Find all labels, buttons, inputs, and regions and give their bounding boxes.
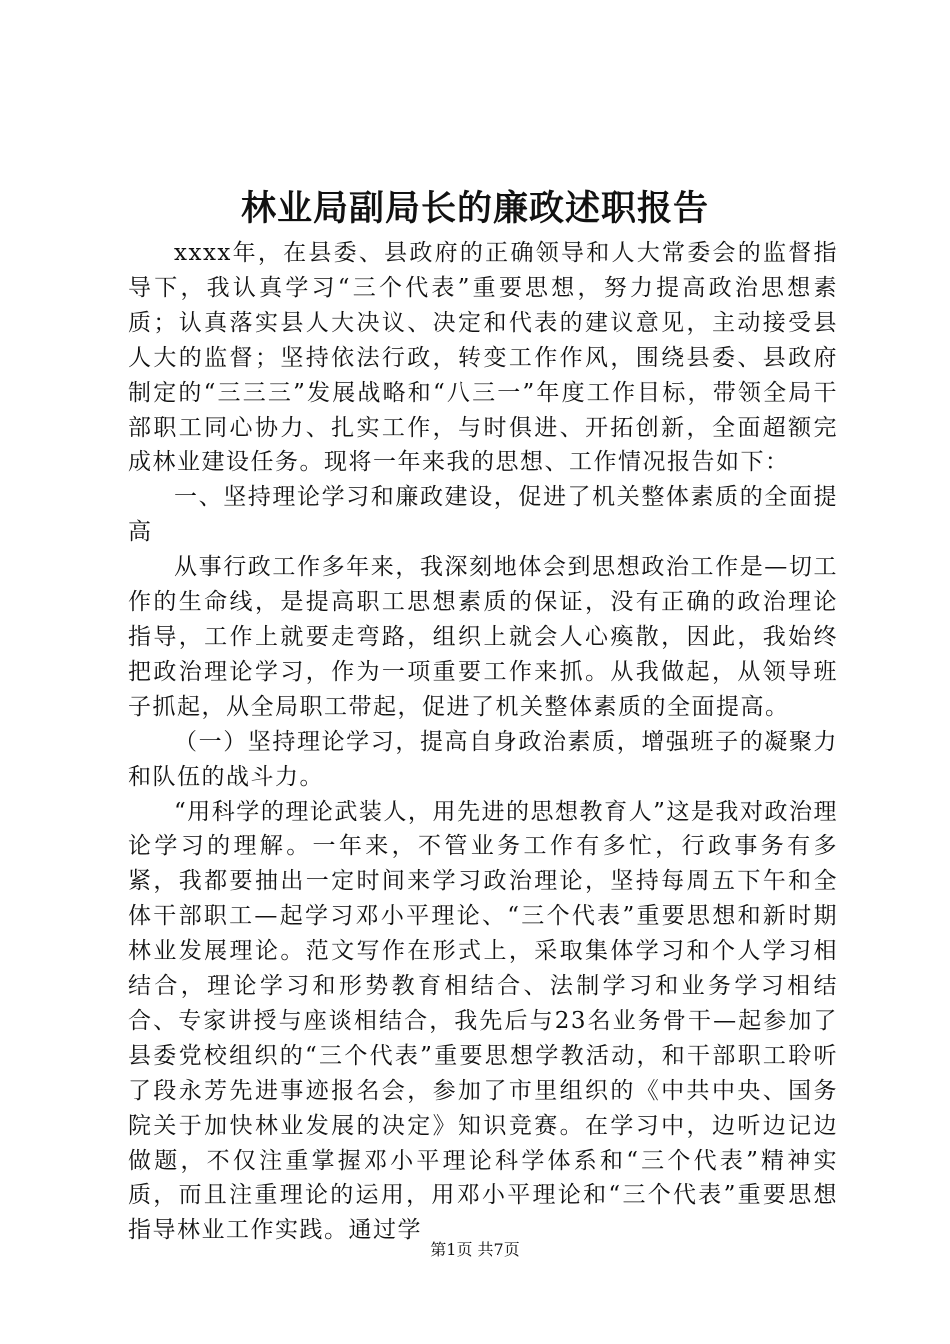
subsection-heading-1: （一）坚持理论学习，提高自身政治素质，增强班子的凝聚力和队伍的战斗力。 — [128, 728, 838, 790]
paragraph-section-1: 从事行政工作多年来，我深刻地体会到思想政治工作是—切工作的生命线，是提高职工思想素质的保证，没有正确的政治理论指导，工作上就要走弯路，组织上就会人心瘓散，因此，我始终把政治理论学习，作为一项重要工作来抓。从我做起，从领导班子抓起，从全局职工带起，促进了机关整体素质的全面提高。 — [128, 554, 838, 720]
paragraph-intro: xxxx年，在县委、县政府的正确领导和人大常委会的监督指导下，我认真学习“三个代表”重要思想，努力提高政治思想素质；认真落实县人大决议、决定和代表的建议意见，主动接受县人大的监督；坚持依法行政，转变工作作风，围绕县委、县政府制定的“三三三”发展战略和“八三一”年度工作目标，带领全局干部职工同心协力、扎实工作，与时俱进、开拓创新，全面超额完成林业建设任务。现将一年来我的思想、工作情况报告如下： — [128, 240, 838, 476]
document-body — [128, 236, 838, 1248]
page-footer: 第1页 共7页 — [430, 1240, 520, 1259]
section-heading-1: 一、坚持理论学习和廉政建设，促进了机关整体素质的全面提高 — [128, 484, 838, 546]
document-title: 林业局副局长的廉政述职报告 — [240, 188, 709, 229]
paragraph-subsection-1: “用科学的理论武装人，用先进的思想教育人”这是我对政治理论学习的理解。一年来，不管业务工作有多忙，行政事务有多紧，我都要抽出一定时间来学习政治理论，坚持每周五下午和全体干部职工—起学习邓小平理论、“三个代表”重要思想和新时期林业发展理论。范文写作在形式上，采取集体学习和个人学习相结合，理论学习和形势教育相结合、法制学习和业务学习相结合、专家讲授与座谈相结合，我先后与23名业务骨干—起参加了县委党校组织的“三个代表”重要思想学教活动，和干部职工聆听了段永芳先进事迹报名会，参加了市里组织的《中共中央、国务院关于加快林业发展的决定》知识竞赛。在学习中，边听边记边做题，不仅注重掌握邓小平理论科学体系和“三个代表”精神实质，而且注重理论的运用，用邓小平理论和“三个代表”重要思想指导林业工作实践。通过学 — [128, 798, 838, 1244]
